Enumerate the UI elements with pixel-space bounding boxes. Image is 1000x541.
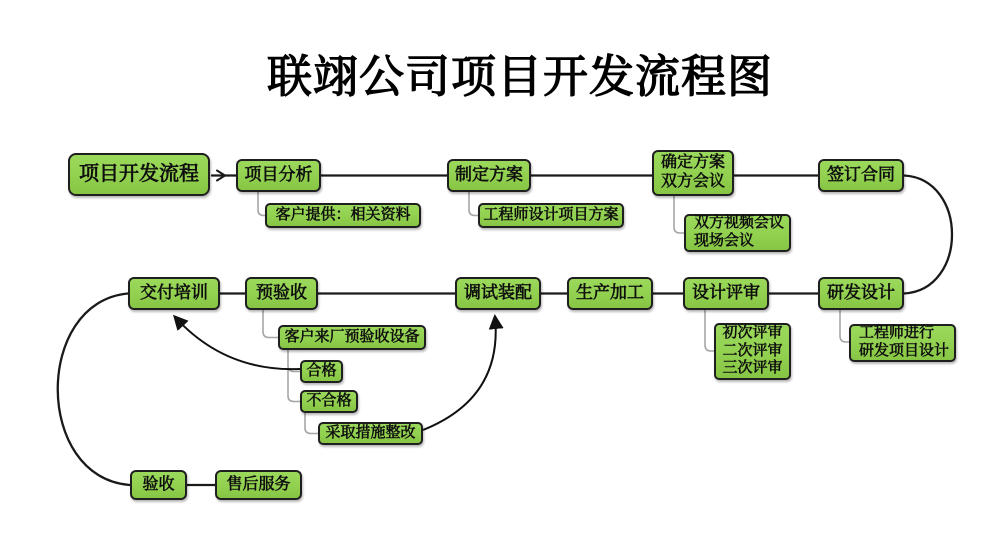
note-take-corrective-measures: 采取措施整改 <box>318 422 423 445</box>
node-make-plan: 制定方案 <box>447 159 531 192</box>
node-acceptance: 验收 <box>130 470 187 500</box>
left-loop-curve <box>58 294 130 486</box>
note-video-onsite-meeting: 双方视频会议 现场会议 <box>684 214 791 252</box>
note-engineer-rd-design: 工程师进行 研发项目设计 <box>849 324 956 362</box>
node-project-dev-process: 项目开发流程 <box>68 153 210 196</box>
node-after-sales-service: 售后服务 <box>215 470 302 500</box>
right-loop-curve <box>904 176 952 294</box>
note-engineer-designs-plan: 工程师设计项目方案 <box>478 203 624 228</box>
node-project-analysis: 项目分析 <box>236 159 321 192</box>
node-pre-acceptance: 预验收 <box>245 277 318 310</box>
diagram-title: 联翊公司项目开发流程图 <box>266 52 773 102</box>
note-customer-materials: 客户提供：相关资料 <box>265 203 421 228</box>
node-debug-assembly: 调试装配 <box>455 277 541 310</box>
node-delivery-training: 交付培训 <box>128 277 220 310</box>
note-unqualified: 不合格 <box>300 390 358 413</box>
node-sign-contract: 签订合同 <box>818 159 904 192</box>
node-rd-design: 研发设计 <box>818 277 904 310</box>
note-customer-factory-preacceptance: 客户来厂预验收设备 <box>278 325 426 350</box>
note-three-reviews: 初次评审 二次评审 三次评审 <box>714 323 791 380</box>
node-confirm-plan-meeting: 确定方案 双方会议 <box>652 150 734 196</box>
arrow-rectify-to-debug <box>423 317 496 430</box>
node-design-review: 设计评审 <box>683 277 769 310</box>
node-production: 生产加工 <box>567 277 653 310</box>
note-qualified: 合格 <box>300 360 343 383</box>
